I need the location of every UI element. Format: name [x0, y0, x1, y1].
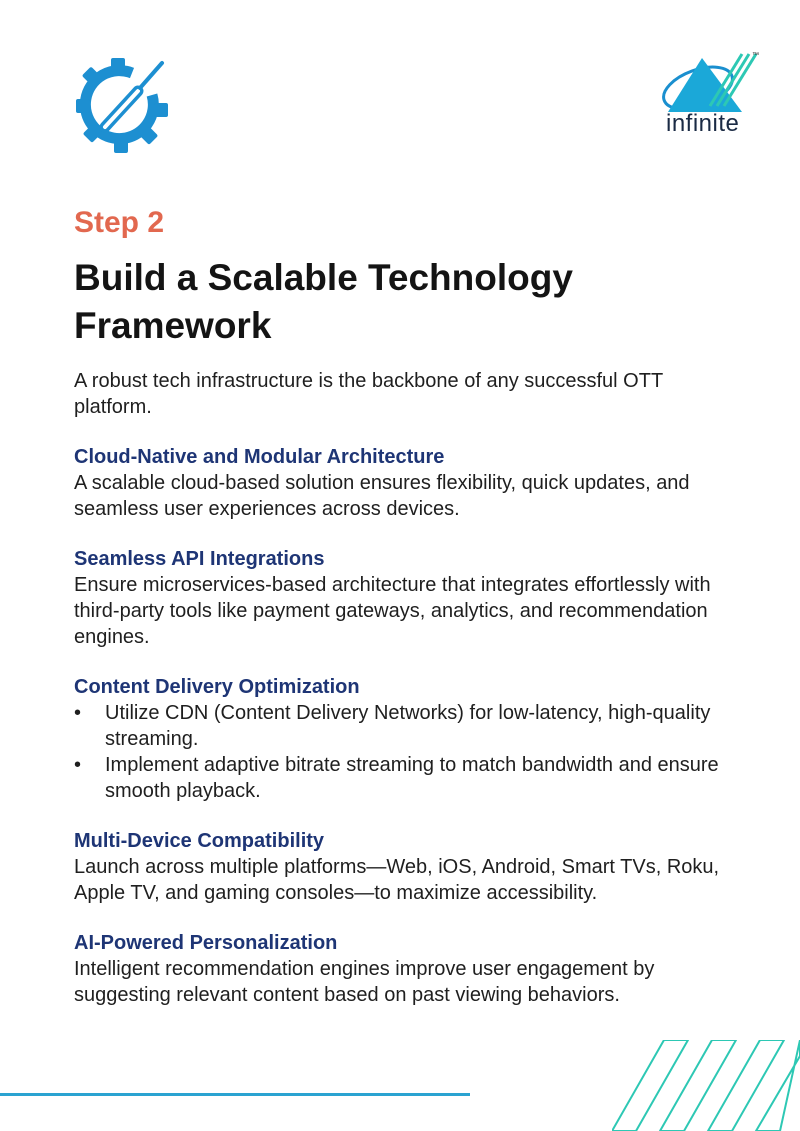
gear-wrench-icon: [70, 55, 175, 155]
logo-wordmark: infinite: [666, 110, 740, 137]
section-body: A scalable cloud-based solution ensures flexibility, quick updates, and seamless user experiences across devices.: [74, 472, 690, 520]
list-item: [74, 752, 734, 804]
section-heading: Content Delivery Optimization: [74, 676, 360, 698]
section-heading: Multi-Device Compatibility: [74, 830, 325, 852]
page-title: Build a Scalable Technology Framework: [74, 257, 573, 346]
bullet-list: [74, 700, 734, 804]
list-item-text: Implement adaptive bitrate streaming to match bandwidth and ensure smooth playback.: [105, 754, 719, 802]
section-body: Intelligent recommendation engines improve user engagement by suggesting relevant content based on past viewing behaviors.: [74, 958, 655, 1006]
section-content-delivery: [74, 674, 734, 804]
section-body: Ensure microservices-based architecture that integrates effortlessly with third-party tools like payment gateways, analytics, and recommendation engines.: [74, 574, 711, 648]
list-item: [74, 700, 734, 752]
trademark-symbol: ™: [752, 52, 759, 59]
list-item-text: Utilize CDN (Content Delivery Networks) for low-latency, high-quality streaming.: [105, 702, 711, 750]
step-label: Step 2: [74, 206, 165, 239]
intro-paragraph: A robust tech infrastructure is the backbone of any successful OTT platform.: [74, 370, 663, 418]
main-content: [74, 368, 734, 1032]
decorative-stripes-icon: [612, 1040, 800, 1131]
bullet-icon: •: [74, 754, 82, 776]
section-api-integrations: [74, 546, 734, 650]
company-logo: [660, 50, 760, 145]
section-body: Launch across multiple platforms—Web, iOS, Android, Smart TVs, Roku, Apple TV, and gaming consoles—to maximize accessibility.: [74, 856, 720, 904]
section-cloud-native: [74, 444, 734, 522]
section-heading: Cloud-Native and Modular Architecture: [74, 446, 445, 468]
section-ai-personalization: [74, 930, 734, 1008]
section-heading: Seamless API Integrations: [74, 548, 325, 570]
section-multi-device: [74, 828, 734, 906]
bullet-icon: •: [74, 702, 82, 724]
footer-divider-line: [0, 1093, 470, 1096]
section-heading: AI-Powered Personalization: [74, 932, 338, 954]
